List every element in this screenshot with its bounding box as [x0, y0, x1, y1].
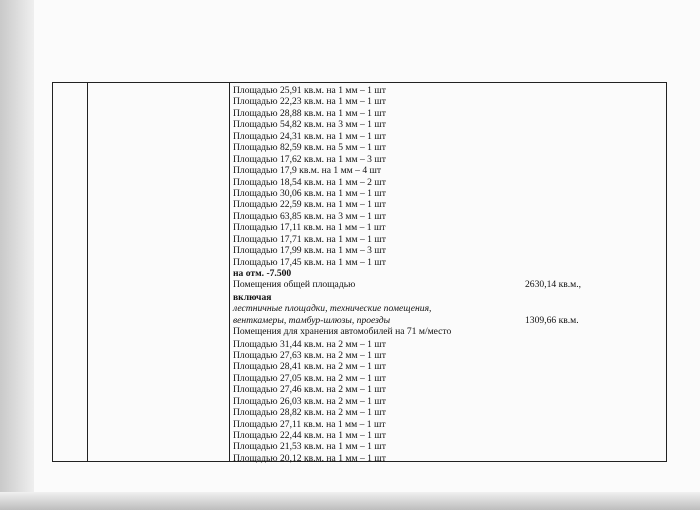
row-text: Площадью 24,31 кв.м. на 1 мм – 1 шт: [233, 130, 386, 142]
table-row: [233, 85, 663, 96]
table-row: [233, 131, 663, 142]
row-text: Площадью 82,59 кв.м. на 5 мм – 1 шт: [233, 142, 386, 154]
row-text: Площадью 17,71 кв.м. на 1 мм – 1 шт: [233, 233, 386, 245]
row-text: Площадью 22,23 кв.м. на 1 мм – 1 шт: [233, 96, 386, 108]
row-text: Площадью 26,03 кв.м. на 2 мм – 1 шт: [233, 395, 386, 407]
table-row: [233, 279, 663, 291]
row-text: Площадью 17,45 кв.м. на 1 мм – 1 шт: [233, 256, 386, 268]
table-content-cell: [233, 85, 663, 464]
table-row: [233, 108, 663, 119]
table-row: [233, 339, 663, 350]
row-text: Площадью 27,63 кв.м. на 2 мм – 1 шт: [233, 349, 386, 361]
table-row: [233, 326, 663, 338]
table-row: [233, 234, 663, 245]
table-row: [233, 245, 663, 256]
table-row: [233, 119, 663, 130]
row-text: Площадью 21,53 кв.м. на 1 мм – 1 шт: [233, 441, 386, 453]
row-text: венткамеры, тамбур-шлюзы, проезды: [233, 314, 391, 326]
row-text: Площадью 27,11 кв.м. на 1 мм – 1 шт: [233, 418, 386, 430]
row-text: Площадью 17,62 кв.м. на 1 мм – 3 шт: [233, 153, 386, 165]
column-divider-2: [229, 83, 230, 461]
table-row: [233, 199, 663, 210]
row-text: Площадью 30,06 кв.м. на 1 мм – 1 шт: [233, 187, 386, 199]
table-row: [233, 222, 663, 233]
row-text: Площадью 54,82 кв.м. на 3 мм – 1 шт: [233, 119, 386, 131]
row-text: Площадью 17,11 кв.м. на 1 мм – 1 шт: [233, 222, 386, 234]
row-text: Площадью 25,91 кв.м. на 1 мм – 1 шт: [233, 85, 386, 96]
row-text: Помещения общей площадью: [233, 279, 356, 291]
table-row: [233, 177, 663, 188]
table-row: [233, 361, 663, 372]
table-row: [233, 396, 663, 407]
table-row: [233, 96, 663, 107]
table-row: [233, 419, 663, 430]
table-row: [233, 441, 663, 452]
row-text: Площадью 17,9 кв.м. на 1 мм – 4 шт: [233, 165, 382, 177]
table-row: [233, 292, 663, 303]
row-text: Площадью 20,12 кв.м. на 1 мм – 1 шт: [233, 452, 386, 464]
table-row: [233, 142, 663, 153]
row-text: Помещения для хранения автомобилей на 71 м/место: [233, 326, 452, 338]
row-text: Площадью 28,41 кв.м. на 2 мм – 1 шт: [233, 361, 386, 373]
row-text: Площадью 31,44 кв.м. на 2 мм – 1 шт: [233, 338, 386, 350]
area-table: [52, 82, 667, 462]
table-row: [233, 257, 663, 268]
column-divider-1: [87, 83, 88, 461]
row-text: Площадью 27,05 кв.м. на 2 мм – 1 шт: [233, 372, 386, 384]
row-value: 2630,14 кв.м.,: [525, 279, 582, 291]
table-row: [233, 154, 663, 165]
row-text: Площадью 28,88 кв.м. на 1 мм – 1 шт: [233, 107, 386, 119]
table-row: [233, 268, 663, 279]
table-row: [233, 384, 663, 395]
table-row: [233, 188, 663, 199]
row-text: на отм. -7.500: [233, 268, 292, 279]
table-row: [233, 303, 663, 314]
table-row: [233, 211, 663, 222]
row-value: 1309,66 кв.м.: [525, 314, 579, 326]
row-text: Площадью 63,85 кв.м. на 3 мм – 1 шт: [233, 210, 386, 222]
row-text: включая: [233, 291, 272, 303]
table-row: [233, 165, 663, 176]
row-text: Площадью 27,46 кв.м. на 2 мм – 1 шт: [233, 384, 386, 396]
row-text: Площадью 18,54 кв.м. на 1 мм – 2 шт: [233, 176, 386, 188]
row-text: Площадью 17,99 кв.м. на 1 мм – 3 шт: [233, 245, 386, 257]
table-row: [233, 430, 663, 441]
scan-bottom-shadow: [0, 492, 700, 510]
row-text: Площадью 22,44 кв.м. на 1 мм – 1 шт: [233, 430, 386, 442]
row-text: Площадью 22,59 кв.м. на 1 мм – 1 шт: [233, 199, 386, 211]
table-row: [233, 407, 663, 418]
row-text: Площадью 28,82 кв.м. на 2 мм – 1 шт: [233, 407, 386, 419]
scan-left-shadow: [0, 0, 34, 510]
table-row: [233, 315, 663, 326]
row-text: лестничные площадки, технические помещения,: [233, 303, 432, 315]
table-row: [233, 373, 663, 384]
table-row: [233, 453, 663, 464]
table-row: [233, 350, 663, 361]
